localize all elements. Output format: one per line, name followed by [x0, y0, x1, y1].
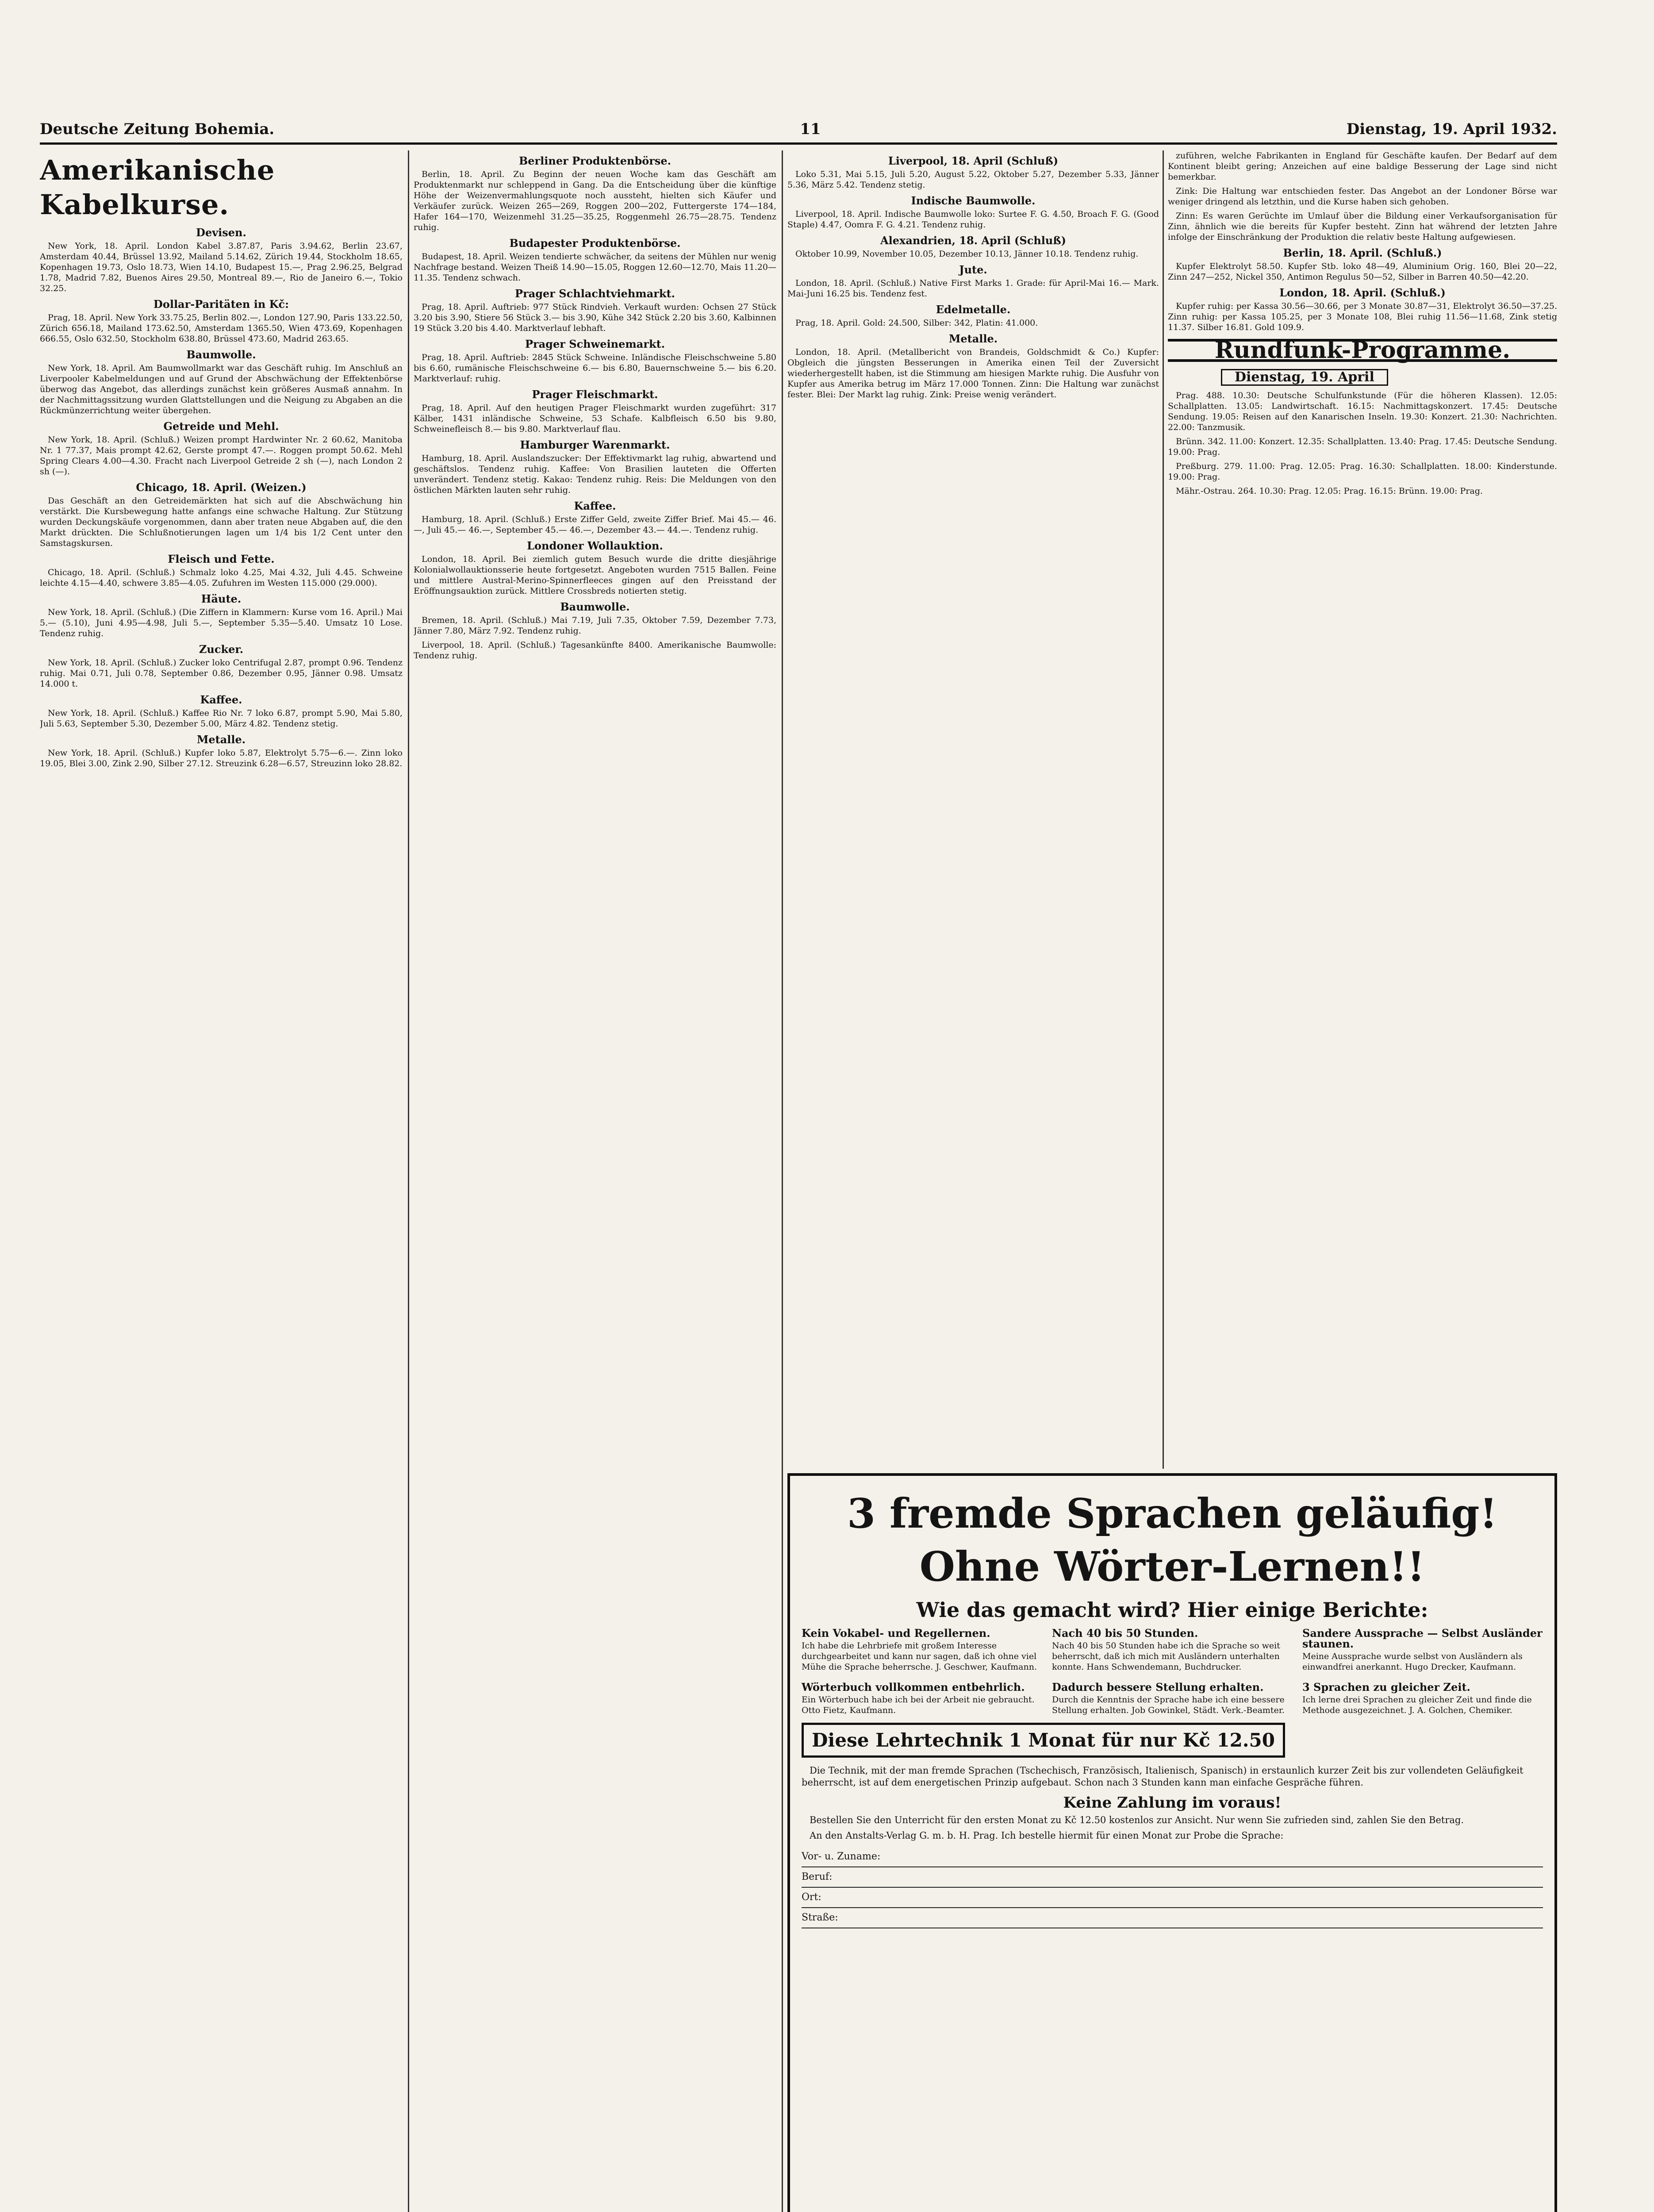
report-heading: Kaffee. — [574, 499, 616, 512]
report-heading: Fleisch und Fette. — [168, 553, 275, 565]
report-text: Hamburg, 18. April. Auslandszucker: Der Effektivmarkt lag ruhig, abwartend und geschäftslos. Tendenz ruhig. Kaffee: Von Brasilien lauteten die Offerten unverändert. Tendenz stetig. Kakao: Tendenz ruhig. Reis: Die Meldungen von den östlichen Märkten lauten sehr ruhig. — [414, 453, 776, 495]
report-text: Kupfer Elektrolyt 58.50. Kupfer Stb. loko 48—49, Aluminium Orig. 160, Blei 20—22, Zinn 247—252, Nickel 350, Antimon Regulus 50—52, Silber in Barren 40.50—42.20. — [1168, 261, 1557, 282]
report-text: Zinn: Es waren Gerüchte im Umlauf über die Bildung einer Verkaufsorganisation für Zinn, ähnlich wie die bereits für Kupfer besteht. Zinn hat während der letzten Jahre infolge der Einschränkung der Produktion die relativ beste Haltung aufgewiesen. — [1168, 211, 1557, 242]
testimonial — [1052, 1682, 1293, 1716]
language-course-advertisement — [787, 1473, 1557, 2212]
testimonials — [802, 1628, 1543, 1716]
testimonial-title: Wörterbuch vollkommen entbehrlich. — [802, 1681, 1025, 1694]
testimonial-text: Nach 40 bis 50 Stunden habe ich die Sprache so weit beherrscht, daß ich mich mit Ausländern unterhalten konnte. Hans Schwendemann, Buchdrucker. — [1052, 1641, 1280, 1672]
report-heading: Baumwolle. — [560, 600, 630, 613]
report-heading: Alexandrien, 18. April (Schluß) — [880, 234, 1066, 247]
report-text: New York, 18. April. (Schluß.) Kaffee Rio Nr. 7 loko 6.87, prompt 5.90, Mai 5.80, Juli 5.63, September 5.30, Dezember 5.00, März 4.82. Tendenz stetig. — [40, 708, 403, 729]
report-text: Hamburg, 18. April. (Schluß.) Erste Ziffer Geld, zweite Ziffer Brief. Mai 45.— 46.—, Juli 45.— 46.—, September 45.— 46.—, Dezember 43.— 44.—. Tendenz ruhig. — [414, 515, 776, 535]
report-text: zuführen, welche Fabrikanten in England für Geschäfte kaufen. Der Bedarf auf dem Kontinent bleibt gering; Anzeichen auf eine baldige Besserung der Lage sind nicht bemerkbar. — [1168, 151, 1557, 182]
testimonial-text: Ich habe die Lehrbriefe mit großem Interesse durchgearbeitet und kann nur sagen, daß ich ohne viel Mühe die Sprache beherrsche. J. Geschwer, Kaufmann. — [802, 1641, 1037, 1672]
radio-entry: Mähr.-Ostrau. 264. 10.30: Prag. 12.05: Prag. 16.15: Brünn. 19.00: Prag. — [1176, 486, 1483, 496]
metal-reports — [1168, 150, 1557, 333]
report-heading: Chicago, 18. April. (Weizen.) — [136, 481, 307, 494]
testimonial-text: Meine Aussprache wurde selbst von Ausländern als einwandfrei anerkannt. Hugo Drecker, Kaufmann. — [1302, 1651, 1523, 1672]
column-4 — [1168, 150, 1557, 1469]
report-heading: Liverpool, 18. April (Schluß) — [888, 154, 1059, 167]
order-form-intro: An den Anstalts-Verlag G. m. b. H. Prag. Ich bestelle hiermit für einen Monat zur Probe die Sprache: — [810, 1830, 1284, 1841]
testimonial — [1302, 1628, 1543, 1672]
column-2 — [414, 150, 776, 2212]
paper-name: Deutsche Zeitung Bohemia. — [40, 120, 275, 138]
coupon-field[interactable]: Straße: — [802, 1908, 1543, 1928]
report-heading: Devisen. — [196, 226, 246, 239]
report-heading: Prager Schlachtviehmarkt. — [515, 287, 675, 300]
report-text: Zink: Die Haltung war entschieden fester. Das Angebot an der Londoner Börse war weniger dringend als letzthin, und die Kurse haben sich gehoben. — [1168, 186, 1557, 207]
report-heading: Jute. — [959, 263, 987, 276]
report-heading: Metalle. — [196, 733, 246, 746]
column-1 — [40, 150, 403, 2212]
report-text: Prag, 18. April. Auf den heutigen Prager Fleischmarkt wurden zugeführt: 317 Kälber, 1431 inländische Schweine, 53 Schafe. Kalbfleisch 6.50 bis 9.80, Schweinefleisch 8.— bis 9.80. Marktverlauf flau. — [414, 403, 776, 434]
column-rule — [782, 150, 783, 2212]
report-heading: Getreide und Mehl. — [163, 420, 279, 433]
report-text: Prag, 18. April. Auftrieb: 977 Stück Rindvieh. Verkauft wurden: Ochsen 27 Stück 3.20 bis 3.90, Stiere 56 Stück 3.— bis 3.90, Kühe 342 Stück 2.20 bis 3.60, Kalbinnen 19 Stück 3.20 bis 4.40. Marktverlauf lebhaft. — [414, 302, 776, 333]
radio-entry: Brünn. 342. 11.00: Konzert. 12.35: Schallplatten. 13.40: Prag. 17.45: Deutsche Sendung. 19.00: Prag. — [1168, 437, 1557, 457]
market-reports — [787, 156, 1159, 400]
report-text: Budapest, 18. April. Weizen tendierte schwächer, da seitens der Mühlen nur wenig Nachfrage bestand. Weizen Theiß 14.90—15.05, Roggen 12.60—12.70, Mais 11.20—11.35. Tendenz schwach. — [414, 252, 776, 283]
report-heading: Berliner Produktenbörse. — [518, 154, 672, 167]
report-heading: Londoner Wollauktion. — [527, 539, 663, 552]
report-text: New York, 18. April. London Kabel 3.87.87, Paris 3.94.62, Berlin 23.67, Amsterdam 40.44, Brüssel 13.92, Mailand 5.14.62, Zürich 19.44, Stockholm 18.65, Kopenhagen 19.73, Oslo 18.73, Wien 14.10, Budapest 15.—, Prag 2.96.25, Belgrad 1.78, Madrid 7.82, Buenos Aires 29.50, Montreal 89.—, Rio de Janeiro 6.—, Tokio 32.25. — [40, 241, 403, 293]
ad-subheadline: Wie das gemacht wird? Hier einige Berichte: — [916, 1598, 1428, 1622]
radio-entry: Preßburg. 279. 11.00: Prag. 12.05: Prag. 16.30: Schallplatten. 18.00: Kinderstunde. 19.00: Prag. — [1168, 461, 1557, 482]
report-heading: Baumwolle. — [186, 348, 256, 361]
report-text: Das Geschäft an den Getreidemärkten hat sich auf die Abschwächung hin verstärkt. Die Kursbewegung hatte anfangs eine schwache Haltung. Zur Stützung wurden Deckungskäufe vorgenommen, dann aber traten neue Abgaben auf, die den Markt drückten. Die Schlußnotierungen lagen um 1/4 bis 1/2 Cent unter den Samstagskursen. — [40, 496, 403, 548]
column-rule — [408, 150, 409, 2212]
market-reports — [414, 156, 776, 661]
ad-headline: 3 fremde Sprachen geläufig! — [847, 1490, 1497, 1537]
radio-heading: Rundfunk-Programme. — [1168, 339, 1557, 362]
testimonial-title: Dadurch bessere Stellung erhalten. — [1052, 1681, 1264, 1694]
report-text: Prag, 18. April. New York 33.75.25, Berlin 802.—, London 127.90, Paris 133.22.50, Zürich 656.18, Mailand 173.62.50, Amsterdam 1365.50, Wien 473.69, Kopenhagen 666.55, Oslo 632.50, Stockholm 638.80, Brüssel 473.60, Madrid 263.65. — [40, 313, 403, 344]
coupon-field[interactable]: Vor- u. Zuname: — [802, 1847, 1543, 1867]
testimonial — [802, 1682, 1042, 1716]
report-heading: Zucker. — [199, 643, 244, 656]
testimonial — [1052, 1628, 1293, 1672]
order-coupon[interactable] — [802, 1847, 1543, 1928]
testimonial-title: Sandere Aussprache — Selbst Ausländer staunen. — [1302, 1627, 1543, 1650]
section-title: Amerikanische Kabelkurse. — [40, 154, 275, 221]
testimonial-title: Nach 40 bis 50 Stunden. — [1052, 1627, 1198, 1640]
report-text: New York, 18. April. (Schluß.) Zucker loko Centrifugal 2.87, prompt 0.96. Tendenz ruhig. Mai 0.71, Juli 0.78, September 0.86, Dezember 0.95, Jänner 0.98. Umsatz 14.000 t. — [40, 658, 403, 689]
report-text: New York, 18. April. (Schluß.) Weizen prompt Hardwinter Nr. 2 60.62, Manitoba Nr. 1 77.37, Mais prompt 42.62, Gerste prompt 47.—. Roggen prompt 50.62. Mehl Spring Clears 4.00—4.30. Fracht nach Liverpool Getreide 2 sh (—), nach London 2 sh (—). — [40, 435, 403, 476]
report-text: Chicago, 18. April. (Schluß.) Schmalz loko 4.25, Mai 4.32, Juli 4.45. Schweine leichte 4.15—4.40, schwere 3.85—4.05. Zufuhren im Westen 115.000 (29.000). — [40, 568, 403, 588]
column-3 — [787, 150, 1159, 1469]
report-text: New York, 18. April. (Schluß.) Kupfer loko 5.87, Elektrolyt 5.75—6.—. Zinn loko 19.05, Blei 3.00, Zink 2.90, Silber 27.12. Streuzink 6.28—6.57, Streuzinn loko 28.82. — [40, 748, 403, 768]
testimonial-title: Kein Vokabel- und Regellernen. — [802, 1627, 990, 1640]
radio-date: Dienstag, 19. April — [1221, 369, 1388, 386]
no-payment-text: Bestellen Sie den Unterricht für den ersten Monat zu Kč 12.50 kostenlos zur Ansicht. Nur wenn Sie zufrieden sind, zahlen Sie den Betrag. — [810, 1815, 1464, 1825]
report-text: New York, 18. April. Am Baumwollmarkt war das Geschäft ruhig. Im Anschluß an Liverpooler Kabelmeldungen und auf Grund der Abschwächung der Effektenbörse überwog das Angebot, das allerdings zunächst kein größeres Ausmaß annahm. In der Nachmittagssitzung wurden Glattstellungen und die Neigung zu Abgaben an die Rückmünzerrichtung weiter übergehen. — [40, 363, 403, 415]
report-heading: Prager Fleischmarkt. — [532, 388, 658, 401]
report-text: Bremen, 18. April. (Schluß.) Mai 7.19, Juli 7.35, Oktober 7.59, Dezember 7.73, Jänner 7.80, März 7.92. Tendenz ruhig. — [414, 615, 776, 636]
ad-headline-2: Ohne Wörter-Lernen!! — [919, 1543, 1425, 1590]
radio-entry: Prag. 488. 10.30: Deutsche Schulfunkstunde (Für die höheren Klassen). 12.05: Schallplatten. 13.05: Landwirtschaft. 16.15: Nachmittagskonzert. 17.45: Deutsche Sendung. 19.05: Reisen auf den Kanarischen Inseln. 19.30: Konzert. 21.30: Nachrichten. 22.00: Tanzmusik. — [1168, 391, 1557, 432]
no-payment-heading: Keine Zahlung im voraus! — [1063, 1794, 1282, 1812]
report-text: London, 18. April. Bei ziemlich gutem Besuch wurde die dritte diesjährige Kolonialwollauktionsserie heute fortgesetzt. Angeboten wurden 7515 Ballen. Feine und mittlere Austral-Merino-Spinnerfleeces gingen auf den Preisstand der Eröffnungsauktion zurück. Mittlere Crossbreds notierten stetig. — [414, 554, 776, 596]
report-text: Liverpool, 18. April. (Schluß.) Tagesankünfte 8400. Amerikanische Baumwolle: Tendenz ruhig. — [414, 640, 776, 661]
page-header — [40, 116, 1557, 145]
radio-program-list — [1168, 390, 1557, 496]
report-text: London, 18. April. (Schluß.) Native First Marks 1. Grade: für April-Mai 16.— Mark. Mai-Juni 16.25 bis. Tendenz fest. — [787, 278, 1159, 299]
price-offer-box: Diese Lehrtechnik 1 Monat für nur Kč 12.50 — [802, 1723, 1285, 1758]
coupon-field[interactable]: Ort: — [802, 1888, 1543, 1908]
report-text: Kupfer ruhig: per Kassa 30.56—30.66, per 3 Monate 30.87—31, Elektrolyt 36.50—37.25. Zinn ruhig: per Kassa 105.25, per 3 Monate 108, Blei ruhig 11.56—11.68, Zink stetig 11.37. Silber 16.81. Gold 109.9. — [1168, 301, 1557, 332]
report-heading: Hamburger Warenmarkt. — [520, 438, 670, 451]
report-text: London, 18. April. (Metallbericht von Brandeis, Goldschmidt & Co.) Kupfer: Obgleich die jüngsten Besserungen in Amerika einen Teil der Zuversicht wiederhergestellt haben, ist die Stimmung am hiesigen Markte ruhig. Die Ausfuhr von Kupfer aus Amerika betrug im März 17.000 Tonnen. Zinn: Die Haltung war zunächst fester. Blei: Der Markt lag ruhig. Zink: Preise wenig verändert. — [787, 347, 1159, 399]
report-heading: Kaffee. — [200, 693, 242, 706]
report-text: New York, 18. April. (Schluß.) (Die Ziffern in Klammern: Kurse vom 16. April.) Mai 5.— (5.10), Juni 4.95—4.98, Juli 5.—, September 5.35—5.40. Umsatz 10 Lose. Tendenz ruhig. — [40, 607, 403, 638]
report-heading: Indische Baumwolle. — [911, 194, 1036, 207]
report-heading: London, 18. April. (Schluß.) — [1279, 286, 1446, 299]
report-heading: Budapester Produktenbörse. — [509, 237, 681, 250]
testimonial — [802, 1628, 1042, 1672]
report-heading: Prager Schweinemarkt. — [525, 338, 665, 350]
page-number: 11 — [800, 120, 821, 138]
report-text: Loko 5.31, Mai 5.15, Juli 5.20, August 5.22, Oktober 5.27, Dezember 5.33, Jänner 5.36, März 5.42. Tendenz stetig. — [787, 169, 1159, 190]
report-heading: Berlin, 18. April. (Schluß.) — [1283, 246, 1442, 259]
coupon-field[interactable]: Beruf: — [802, 1867, 1543, 1888]
report-text: Liverpool, 18. April. Indische Baumwolle loko: Surtee F. G. 4.50, Broach F. G. (Good Staple) 4.47, Oomra F. G. 4.21. Tendenz ruhig. — [787, 209, 1159, 230]
column-rule — [1163, 150, 1164, 1469]
market-reports — [40, 227, 403, 769]
report-heading: Edelmetalle. — [936, 303, 1011, 316]
report-text: Berlin, 18. April. Zu Beginn der neuen Woche kam das Geschäft am Produktenmarkt nur schleppend in Gang. Da die Entscheidung über die künftige Höhe der Weizenvermahlungsquote noch aussteht, hielten sich Käufer und Verkäufer zurück. Weizen 265—269, Roggen 200—202, Futtergerste 174—184, Hafer 164—170, Weizenmehl 31.25—35.25, Roggenmehl 26.75—28.75. Tendenz ruhig. — [414, 169, 776, 232]
report-text: Prag, 18. April. Gold: 24.500, Silber: 342, Platin: 41.000. — [795, 318, 1038, 328]
testimonial-text: Ein Wörterbuch habe ich bei der Arbeit nie gebraucht. Otto Fietz, Kaufmann. — [802, 1695, 1035, 1715]
report-heading: Metalle. — [948, 332, 998, 345]
report-text: Prag, 18. April. Auftrieb: 2845 Stück Schweine. Inländische Fleischschweine 5.80 bis 6.60, rumänische Fleischschweine 6.— bis 6.80, Bauernschweine 5.— bis 6.20. Marktverlauf: ruhig. — [414, 353, 776, 384]
ad-body-text: Die Technik, mit der man fremde Sprachen (Tschechisch, Französisch, Italienisch, Spanisch) in erstaunlich kurzer Zeit bis zur vollendeten Geläufigkeit beherrscht, ist auf dem energetischen Prinzip aufgebaut. Schon nach 3 Stunden kann man einfache Gespräche führen. — [802, 1765, 1524, 1788]
testimonial-text: Durch die Kenntnis der Sprache habe ich eine bessere Stellung erhalten. Job Gowinkel, Städt. Verk.-Beamter. — [1052, 1695, 1285, 1715]
issue-date: Dienstag, 19. April 1932. — [1346, 120, 1557, 138]
testimonial-title: 3 Sprachen zu gleicher Zeit. — [1302, 1681, 1470, 1694]
report-text: Oktober 10.99, November 10.05, Dezember 10.13, Jänner 10.18. Tendenz ruhig. — [795, 249, 1139, 259]
report-heading: Dollar-Paritäten in Kč: — [154, 298, 289, 311]
report-heading: Häute. — [201, 592, 242, 605]
testimonial — [1302, 1682, 1543, 1716]
testimonial-text: Ich lerne drei Sprachen zu gleicher Zeit und finde die Methode ausgezeichnet. J. A. Golchen, Chemiker. — [1302, 1695, 1532, 1715]
